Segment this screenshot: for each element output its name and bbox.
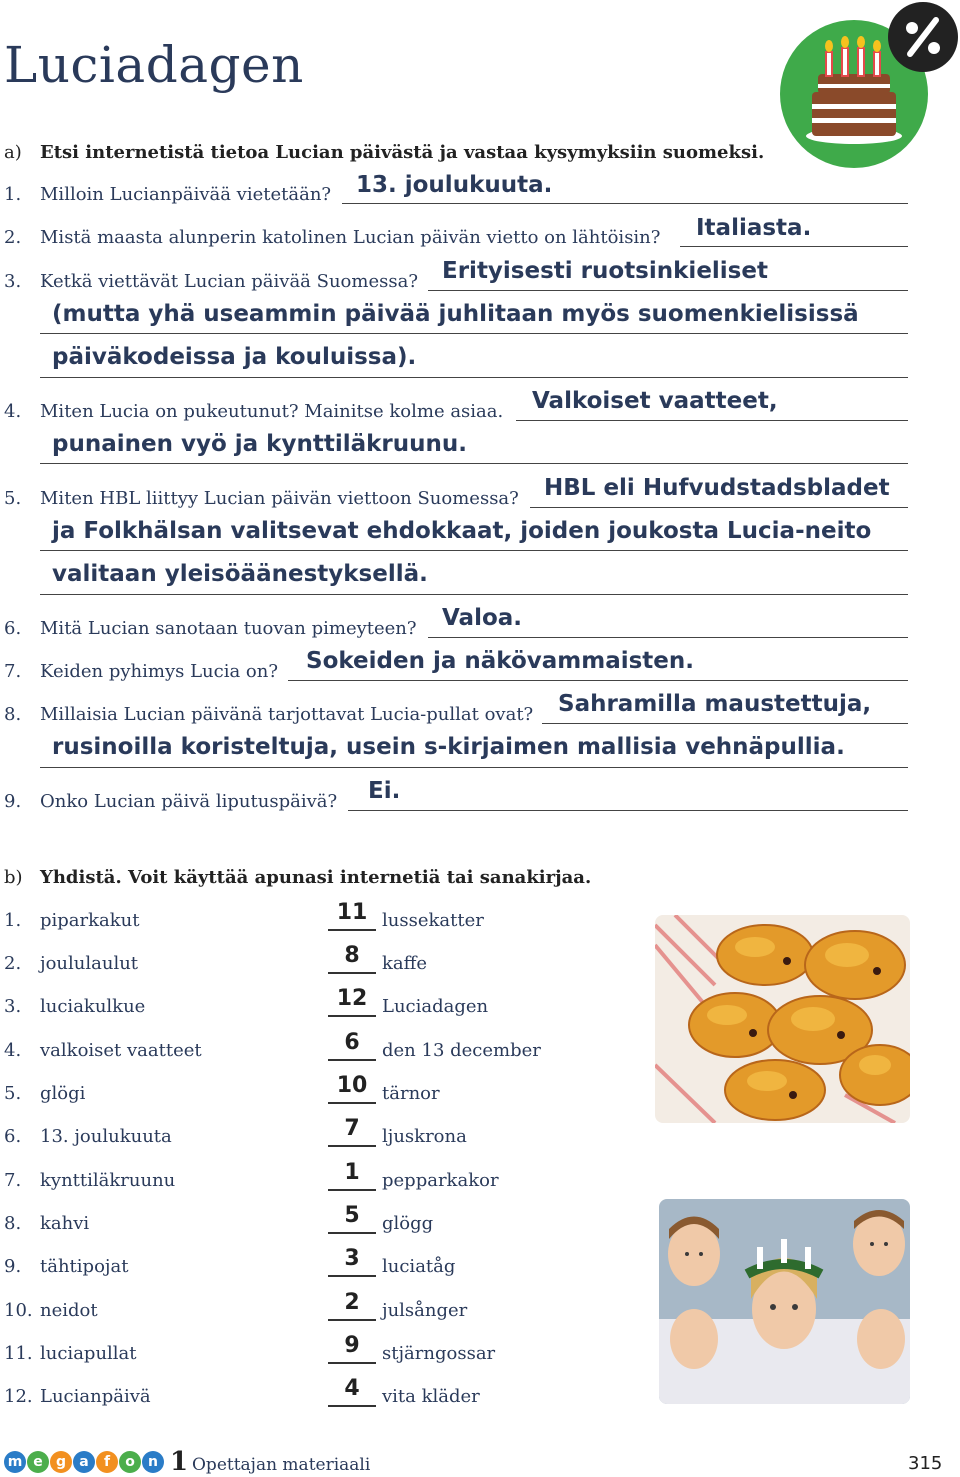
match-finnish: Lucianpäivä [40,1386,151,1407]
match-number: 12. [4,1386,33,1407]
match-answer: 5 [344,1203,360,1228]
question-text: Mistä maasta alunperin katolinen Lucian päivän vietto on lähtöisin? [40,227,661,248]
match-underline [328,972,376,974]
match-answer: 7 [344,1116,360,1141]
megafon-logo [4,1448,188,1476]
question-text: Onko Lucian päivä liputuspäivä? [40,791,338,812]
match-row [0,1333,640,1373]
question-number: 3. [4,271,22,292]
match-swedish: lussekatter [382,910,484,931]
answer-line: punainen vyö ja kynttiläkruunu. [52,431,467,457]
question-number: 5. [4,488,22,509]
match-underline [328,1275,376,1277]
answer-line: valitaan yleisöäänestyksellä. [52,561,428,587]
question-number: 6. [4,618,22,639]
answer-underline [680,246,908,247]
match-finnish: tähtipojat [40,1256,129,1277]
answer-line: ja Folkhälsan valitsevat ehdokkaat, joiden joukosta Lucia-neito [52,518,872,544]
match-finnish: 13. joulukuuta [40,1126,172,1147]
match-underline [328,1405,376,1407]
match-underline [328,1362,376,1364]
answer-underline [530,507,908,508]
match-answer: 1 [344,1160,360,1185]
answer-underline [288,680,908,681]
match-swedish: ljuskrona [382,1126,467,1147]
match-swedish: luciatåg [382,1256,456,1277]
match-finnish: luciapullat [40,1343,137,1364]
match-row [0,1116,640,1156]
question-number: 7. [4,661,22,682]
match-number: 2. [4,953,22,974]
match-row [0,1073,640,1113]
match-row [0,1246,640,1286]
match-answer: 11 [336,900,368,925]
match-underline [328,1102,376,1104]
question-text: Millaisia Lucian päivänä tarjottavat Lucia-pullat ovat? [40,704,534,725]
question-text: Milloin Lucianpäivää vietetään? [40,184,332,205]
match-swedish: tärnor [382,1083,440,1104]
question-text: Miten Lucia on pukeutunut? Mainitse kolme asiaa. [40,401,504,422]
match-answer: 12 [336,986,368,1011]
match-swedish: vita kläder [382,1386,480,1407]
match-number: 5. [4,1083,22,1104]
answer-underline [342,203,908,204]
match-finnish: neidot [40,1300,98,1321]
page-number: 315 [908,1453,943,1474]
match-number: 10. [4,1300,33,1321]
answer-line: Valkoiset vaatteet, [532,388,778,414]
match-answer: 4 [344,1376,360,1401]
answer-underline [40,550,908,551]
lucia-children-photo [659,1199,910,1404]
match-underline [328,1319,376,1321]
section-a-letter: a) [4,142,22,163]
question-number: 4. [4,401,22,422]
match-row [0,943,640,983]
section-b-instruction-rest: Voit käyttää apunasi internetiä tai sanakirjaa. [121,867,592,888]
answer-line: 13. joulukuuta. [356,172,553,198]
question-number: 9. [4,791,22,812]
match-row [0,1290,640,1330]
match-finnish: valkoiset vaatteet [40,1040,202,1061]
answer-line: Valoa. [442,605,523,631]
question-number: 1. [4,184,22,205]
answer-underline [40,767,908,768]
answer-underline [40,594,908,595]
section-b-instruction [40,867,591,888]
answer-underline [40,463,908,464]
match-answer: 10 [336,1073,368,1098]
megafon-logo-number: 1 [170,1447,189,1477]
question-text: Miten HBL liittyy Lucian päivän viettoon Suomessa? [40,488,519,509]
match-row [0,1160,640,1200]
answer-line: HBL eli Hufvudstadsbladet [544,475,890,501]
match-underline [328,929,376,931]
match-number: 3. [4,996,22,1017]
match-underline [328,1232,376,1234]
match-swedish: Luciadagen [382,996,489,1017]
answer-underline [40,377,908,378]
answer-line: (mutta yhä useammin päivää juhlitaan myös suomenkielisissä [52,301,859,327]
match-answer: 6 [344,1030,360,1055]
answer-underline [348,810,908,811]
match-number: 6. [4,1126,22,1147]
match-swedish: kaffe [382,953,428,974]
answer-underline [428,290,908,291]
match-row [0,900,640,940]
page-title: Luciadagen [4,36,304,94]
answer-underline [516,420,908,421]
question-number: 8. [4,704,22,725]
answer-line: päiväkodeissa ja kouluissa). [52,344,417,370]
percent-icon [886,0,960,74]
match-number: 7. [4,1170,22,1191]
match-underline [328,1145,376,1147]
answer-underline [542,723,908,724]
question-number: 2. [4,227,22,248]
question-text: Mitä Lucian sanotaan tuovan pimeyteen? [40,618,417,639]
question-9 [0,791,960,821]
answer-underline [40,333,908,334]
question-2 [0,227,960,257]
section-b-letter: b) [4,867,23,888]
match-finnish: luciakulkue [40,996,146,1017]
answer-line: rusinoilla koristeltuja, usein s-kirjaimen mallisia vehnäpullia. [52,734,845,760]
answer-line: Ei. [368,778,401,804]
match-finnish: joululaulut [40,953,139,974]
match-row [0,986,640,1026]
match-finnish: glögi [40,1083,86,1104]
megafon-logo-icon: m e g a f o n [4,1451,164,1473]
answer-line: Sokeiden ja näkövammaisten. [306,648,695,674]
question-4 [0,401,960,431]
match-number: 8. [4,1213,22,1234]
match-number: 1. [4,910,22,931]
question-text: Ketkä viettävät Lucian päivää Suomessa? [40,271,418,292]
match-answer: 3 [344,1246,360,1271]
question-text: Keiden pyhimys Lucia on? [40,661,279,682]
match-answer: 2 [344,1290,360,1315]
match-row [0,1376,640,1416]
match-underline [328,1015,376,1017]
match-number: 11. [4,1343,33,1364]
match-underline [328,1189,376,1191]
match-finnish: piparkakut [40,910,140,931]
footer-material: Opettajan materiaali [192,1455,371,1475]
section-b-instruction-bold: Yhdistä. [40,867,122,888]
match-number: 9. [4,1256,22,1277]
match-swedish: glögg [382,1213,434,1234]
match-swedish: julsånger [382,1300,468,1321]
answer-line: Sahramilla maustettuja, [558,691,872,717]
match-number: 4. [4,1040,22,1061]
match-finnish: kahvi [40,1213,90,1234]
lussekatter-photo [655,915,910,1123]
match-answer: 8 [344,943,360,968]
match-answer: 9 [344,1333,360,1358]
match-underline [328,1059,376,1061]
answer-line: Italiasta. [696,215,812,241]
section-a-instruction: Etsi internetistä tietoa Lucian päivästä ja vastaa kysymyksiin suomeksi. [40,142,765,163]
answer-line: Erityisesti ruotsinkieliset [442,258,768,284]
match-swedish: pepparkakor [382,1170,499,1191]
match-row [0,1030,640,1070]
match-swedish: den 13 december [382,1040,541,1061]
answer-underline [428,637,908,638]
match-finnish: kynttiläkruunu [40,1170,176,1191]
match-swedish: stjärngossar [382,1343,496,1364]
match-row [0,1203,640,1243]
